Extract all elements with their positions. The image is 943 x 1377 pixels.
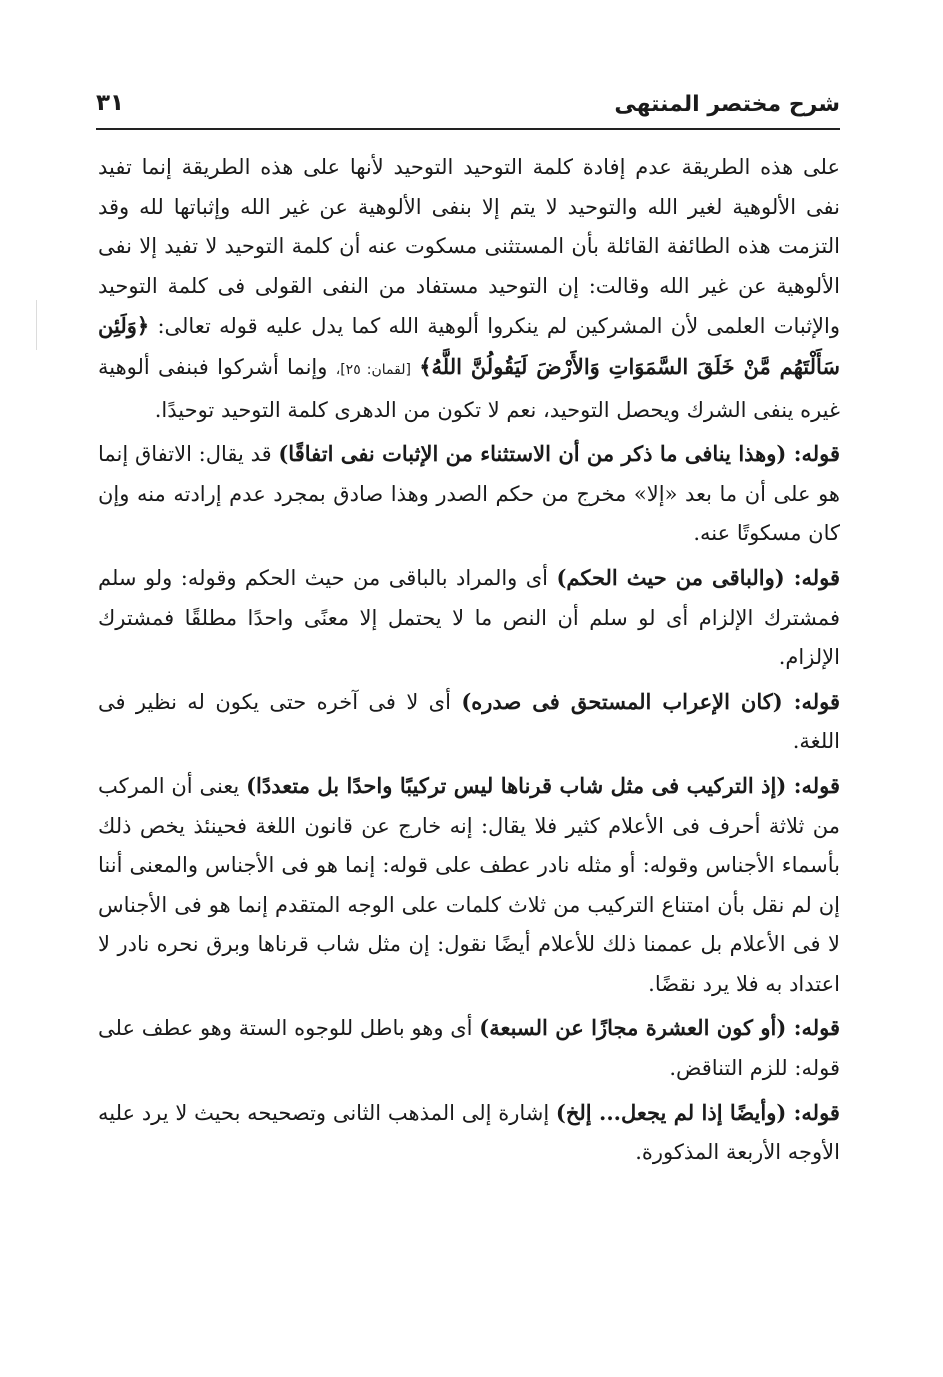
- paragraph-4-heading: قوله: (كان الإعراب المستحق فى صدره): [461, 688, 840, 714]
- page-number: ٣١: [96, 90, 125, 116]
- paragraph-5-heading: قوله: (إذ التركيب فى مثل شاب قرناها ليس تركيبًا واحدًا بل متعددًا): [246, 772, 840, 798]
- paragraph-6-text: أى وهو باطل للوجوه الستة وهو عطف على قوله: للزم التناقض.: [98, 1016, 840, 1081]
- paragraph-6: [98, 1008, 840, 1088]
- header-rule: [96, 128, 840, 130]
- paragraph-4-text: أى لا فى آخره حتى يكون له نظير فى اللغة.: [98, 689, 840, 754]
- quran-quote: ﴿وَلَئِن سَأَلْتَهُم مَّنْ خَلَقَ السَّمَوَاتِ وَالأَرْضَ لَيَقُولُنَّ اللَّهُ﴾: [98, 313, 840, 379]
- paragraph-4: [98, 682, 840, 762]
- running-header: [96, 86, 840, 130]
- paragraph-6-heading: قوله: (أو كون العشرة مجازًا عن السبعة): [479, 1015, 841, 1041]
- body-text: [98, 148, 840, 1177]
- paragraph-7-text: إشارة إلى المذهب الثانى وتصحيحه بحيث لا يرد عليه الأوجه الأربعة المذكورة.: [98, 1100, 840, 1165]
- paragraph-3-text: أى والمراد بالباقى من حيث الحكم وقوله: ولو سلم فمشترك الإلزام أى لو سلم أن النص ما لا يحتمل إلا معنًى واحدًا مطلقًا فمشترك الإلزام.: [98, 565, 840, 670]
- paragraph-7-heading: قوله: (وأيضًا إذا لم يجعل... إلخ): [555, 1099, 840, 1125]
- paragraph-2-text: قد يقال: الاتفاق إنما هو على أن ما بعد «إلا» مخرج من حكم الصدر وهذا صادق بمجرد عدم إرادته منه وإن كان مسكوتًا عنه.: [98, 442, 840, 546]
- paragraph-1-text: على هذه الطريقة عدم إفادة كلمة التوحيد التوحيد لأنها على هذه الطريقة إنما تفيد نفى الألوهية لغير الله والتوحيد لا يتم إلا بنفى الألوهية عن غير الله وإثباتها لله وقد التزمت هذه الطائفة القائلة بأن المستثنى مسكوت عنه أن كلمة التوحيد لا تفيد إلا نفى الألوهية عن غير الله وقالت: إن التوحيد مستفاد من النفى القولى فى كلمة التوحيد والإثبات العلمى لأن المشركين لم ينكروا ألوهية الله كما يدل عليه قوله تعالى:: [98, 155, 840, 339]
- paragraph-5-text: يعنى أن المركب من ثلاثة أحرف فى الأعلام كثير فلا يقال: إنه خارج عن قانون اللغة فحينئذ يخص ذلك بأسماء الأجناس وقوله: أو مثله نادر عطف على قوله: إنما هو فى الأجناس والمعنى أننا إن لم نقل بأن امتناع التركيب من ثلاث كلمات على الوجه المتقدم إنما هو فى الأجناس لا فى الأعلام بل عممنا ذلك للأعلام أيضًا نقول: إن مثل شاب قرناها وبرق نحره نادر لا اعتداد به فلا يرد نقضًا.: [98, 773, 840, 996]
- margin-mark: [36, 300, 37, 350]
- paragraph-2: [98, 434, 840, 554]
- paragraph-1: [98, 148, 840, 430]
- quran-reference: [لقمان: ٢٥]،: [335, 361, 411, 378]
- paragraph-7: [98, 1093, 840, 1173]
- running-title: شرح مختصر المنتهى: [614, 92, 840, 117]
- paragraph-5: [98, 766, 840, 1005]
- paragraph-3: [98, 558, 840, 678]
- paragraph-1-end: وإنما أشركوا فبنفى ألوهية غيره ينفى الشرك ويحصل التوحيد، نعم لا تكون من الدهرى كلمة التوحيد توحيدًا.: [98, 354, 840, 422]
- paragraph-2-heading: قوله: (وهذا ينافى ما ذكر من أن الاستثناء من الإثبات نفى اتفاقًا): [278, 441, 840, 467]
- paragraph-3-heading: قوله: (والباقى من حيث الحكم): [556, 564, 840, 590]
